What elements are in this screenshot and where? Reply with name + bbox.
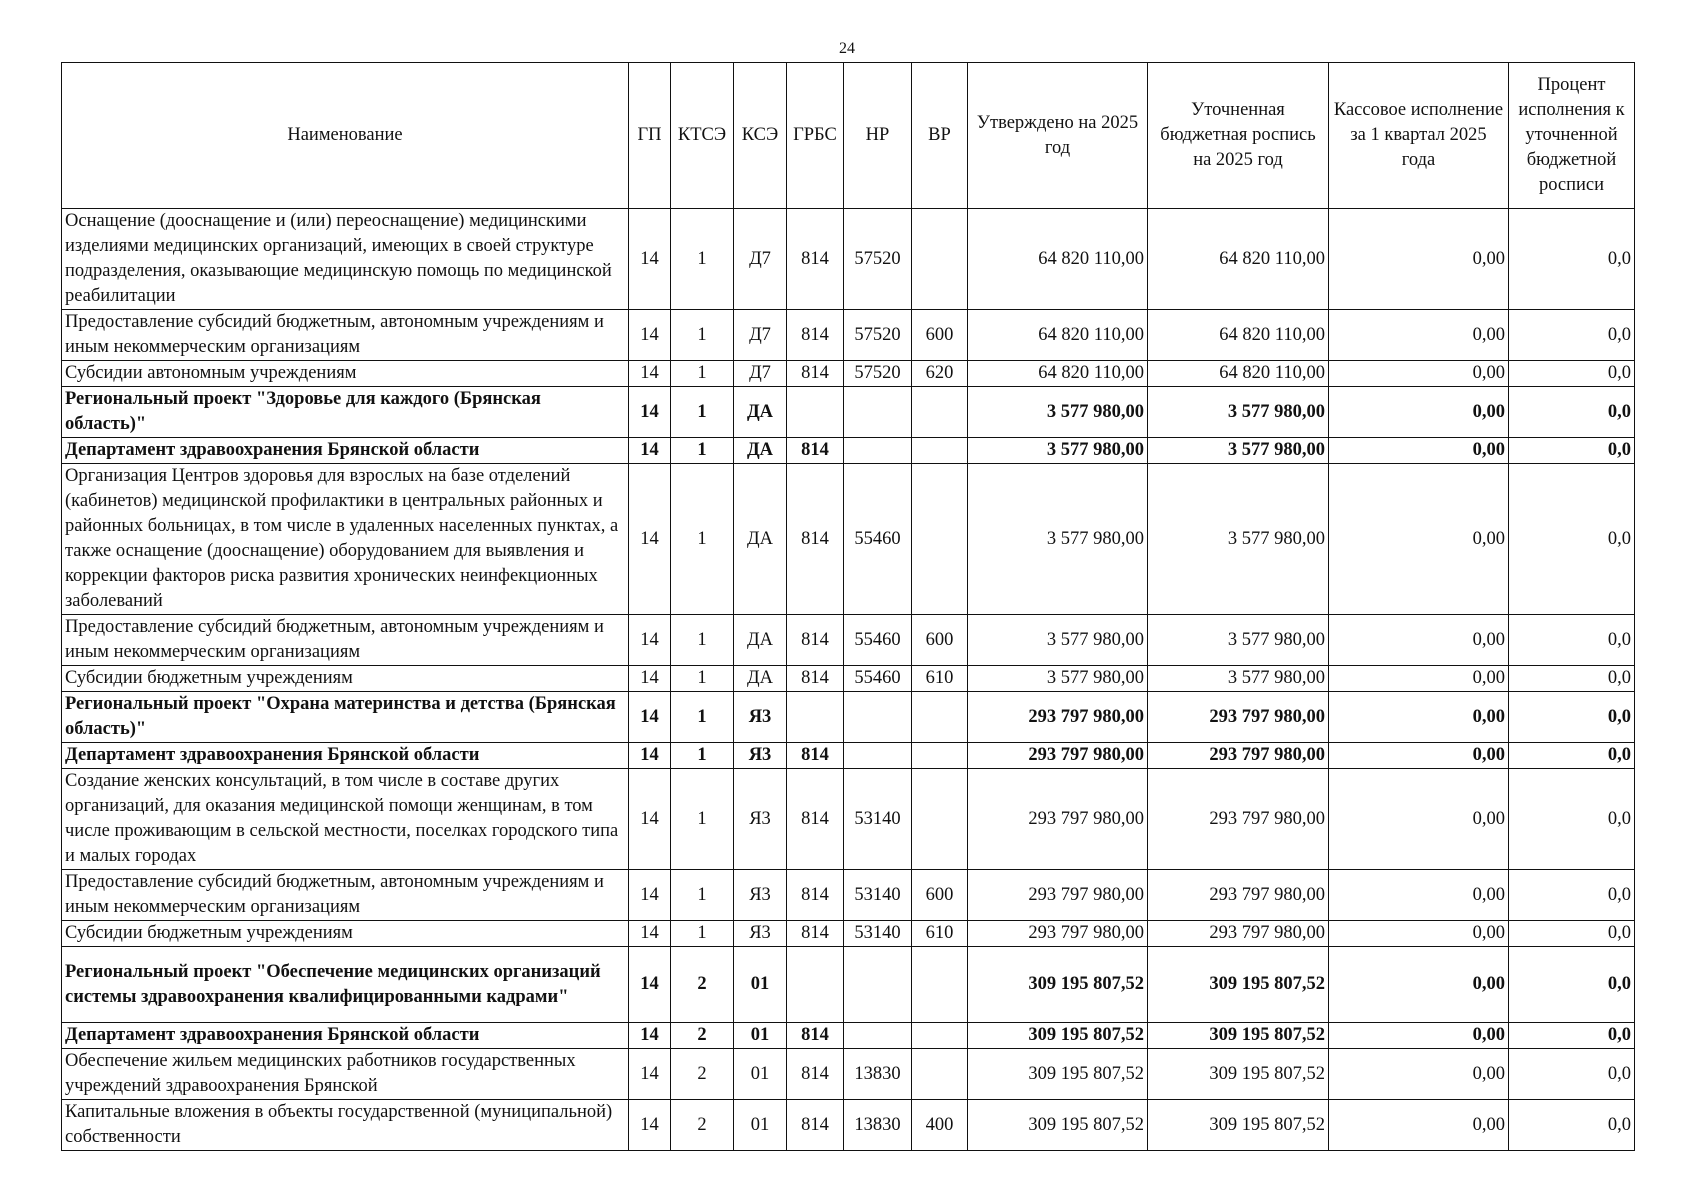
row-cash: 0,00 <box>1329 1100 1509 1151</box>
row-grbs: 814 <box>787 464 844 615</box>
row-approved: 309 195 807,52 <box>968 947 1148 1023</box>
row-approved: 3 577 980,00 <box>968 615 1148 666</box>
row-gp: 14 <box>629 743 671 769</box>
row-grbs: 814 <box>787 438 844 464</box>
row-name: Субсидии бюджетным учреждениям <box>62 921 629 947</box>
row-name: Департамент здравоохранения Брянской области <box>62 1023 629 1049</box>
row-nr: 55460 <box>844 666 912 692</box>
row-gp: 14 <box>629 209 671 310</box>
row-ktse: 1 <box>671 209 734 310</box>
row-percent: 0,0 <box>1509 615 1635 666</box>
row-approved: 309 195 807,52 <box>968 1049 1148 1100</box>
row-percent: 0,0 <box>1509 692 1635 743</box>
row-gp: 14 <box>629 921 671 947</box>
header-percent: Процент исполнения к уточненной бюджетной росписи <box>1509 63 1635 209</box>
row-nr: 13830 <box>844 1049 912 1100</box>
row-gp: 14 <box>629 1049 671 1100</box>
row-approved: 293 797 980,00 <box>968 692 1148 743</box>
row-refined: 309 195 807,52 <box>1148 1100 1329 1151</box>
row-cash: 0,00 <box>1329 769 1509 870</box>
row-nr <box>844 387 912 438</box>
page-number: 24 <box>839 40 855 57</box>
row-nr <box>844 947 912 1023</box>
row-vr: 400 <box>912 1100 968 1151</box>
row-name: Капитальные вложения в объекты государственной (муниципальной) собственности <box>62 1100 629 1151</box>
row-gp: 14 <box>629 870 671 921</box>
header-refined: Уточненная бюджетная роспись на 2025 год <box>1148 63 1329 209</box>
row-cash: 0,00 <box>1329 438 1509 464</box>
row-kse: ДА <box>734 666 787 692</box>
table-header-row <box>62 63 1635 209</box>
row-ktse: 1 <box>671 870 734 921</box>
table-row <box>62 921 1635 947</box>
table-row <box>62 310 1635 361</box>
row-cash: 0,00 <box>1329 615 1509 666</box>
table-row <box>62 615 1635 666</box>
row-refined: 64 820 110,00 <box>1148 361 1329 387</box>
row-approved: 3 577 980,00 <box>968 387 1148 438</box>
row-grbs <box>787 387 844 438</box>
row-grbs: 814 <box>787 615 844 666</box>
budget-table <box>61 62 1635 1151</box>
row-refined: 64 820 110,00 <box>1148 310 1329 361</box>
row-approved: 309 195 807,52 <box>968 1100 1148 1151</box>
row-nr: 53140 <box>844 870 912 921</box>
row-kse: Д7 <box>734 310 787 361</box>
row-grbs: 814 <box>787 1100 844 1151</box>
header-gp: ГП <box>629 63 671 209</box>
row-vr <box>912 1023 968 1049</box>
row-kse: ДА <box>734 615 787 666</box>
row-cash: 0,00 <box>1329 870 1509 921</box>
header-grbs: ГРБС <box>787 63 844 209</box>
row-grbs: 814 <box>787 1049 844 1100</box>
row-ktse: 2 <box>671 1023 734 1049</box>
row-vr <box>912 438 968 464</box>
row-refined: 3 577 980,00 <box>1148 387 1329 438</box>
row-vr: 600 <box>912 870 968 921</box>
row-vr <box>912 947 968 1023</box>
row-vr: 600 <box>912 615 968 666</box>
row-percent: 0,0 <box>1509 1023 1635 1049</box>
row-kse: Я3 <box>734 692 787 743</box>
row-cash: 0,00 <box>1329 666 1509 692</box>
row-vr: 610 <box>912 666 968 692</box>
table-row <box>62 1100 1635 1151</box>
row-percent: 0,0 <box>1509 947 1635 1023</box>
row-name: Департамент здравоохранения Брянской области <box>62 438 629 464</box>
row-kse: 01 <box>734 947 787 1023</box>
row-percent: 0,0 <box>1509 666 1635 692</box>
row-vr <box>912 1049 968 1100</box>
row-nr: 53140 <box>844 769 912 870</box>
row-percent: 0,0 <box>1509 870 1635 921</box>
row-ktse: 1 <box>671 310 734 361</box>
row-vr: 610 <box>912 921 968 947</box>
row-grbs: 814 <box>787 1023 844 1049</box>
table-row <box>62 387 1635 438</box>
row-ktse: 1 <box>671 387 734 438</box>
row-vr <box>912 692 968 743</box>
row-name: Субсидии автономным учреждениям <box>62 361 629 387</box>
row-ktse: 1 <box>671 743 734 769</box>
row-cash: 0,00 <box>1329 1023 1509 1049</box>
row-kse: Я3 <box>734 769 787 870</box>
row-nr: 55460 <box>844 464 912 615</box>
row-refined: 293 797 980,00 <box>1148 870 1329 921</box>
row-gp: 14 <box>629 692 671 743</box>
row-refined: 64 820 110,00 <box>1148 209 1329 310</box>
row-vr <box>912 209 968 310</box>
table-row <box>62 438 1635 464</box>
row-grbs: 814 <box>787 310 844 361</box>
row-name: Региональный проект "Охрана материнства и детства (Брянская область)" <box>62 692 629 743</box>
row-refined: 293 797 980,00 <box>1148 921 1329 947</box>
header-nr: НР <box>844 63 912 209</box>
row-gp: 14 <box>629 438 671 464</box>
row-grbs: 814 <box>787 361 844 387</box>
row-gp: 14 <box>629 1100 671 1151</box>
row-refined: 309 195 807,52 <box>1148 1049 1329 1100</box>
row-percent: 0,0 <box>1509 1049 1635 1100</box>
row-kse: 01 <box>734 1100 787 1151</box>
row-vr <box>912 769 968 870</box>
row-cash: 0,00 <box>1329 921 1509 947</box>
header-name: Наименование <box>62 63 629 209</box>
row-gp: 14 <box>629 310 671 361</box>
row-grbs: 814 <box>787 870 844 921</box>
row-nr <box>844 692 912 743</box>
row-name: Региональный проект "Обеспечение медицинских организаций системы здравоохранения квалифицированными кадрами" <box>62 947 629 1023</box>
row-cash: 0,00 <box>1329 743 1509 769</box>
row-grbs: 814 <box>787 769 844 870</box>
row-percent: 0,0 <box>1509 209 1635 310</box>
row-kse: Я3 <box>734 743 787 769</box>
row-nr <box>844 743 912 769</box>
row-gp: 14 <box>629 464 671 615</box>
row-ktse: 1 <box>671 464 734 615</box>
header-ktse: КТСЭ <box>671 63 734 209</box>
table-row <box>62 743 1635 769</box>
row-approved: 293 797 980,00 <box>968 870 1148 921</box>
row-percent: 0,0 <box>1509 921 1635 947</box>
row-cash: 0,00 <box>1329 310 1509 361</box>
row-ktse: 1 <box>671 769 734 870</box>
row-ktse: 1 <box>671 615 734 666</box>
row-name: Предоставление субсидий бюджетным, автономным учреждениям и иным некоммерческим организациям <box>62 310 629 361</box>
row-name: Создание женских консультаций, в том числе в составе других организаций, для оказания медицинской помощи женщинам, в том числе проживающим в сельской местности, поселках городского типа и малых городах <box>62 769 629 870</box>
row-name: Субсидии бюджетным учреждениям <box>62 666 629 692</box>
row-gp: 14 <box>629 1023 671 1049</box>
row-refined: 3 577 980,00 <box>1148 438 1329 464</box>
row-percent: 0,0 <box>1509 438 1635 464</box>
row-grbs: 814 <box>787 209 844 310</box>
row-percent: 0,0 <box>1509 387 1635 438</box>
row-vr: 620 <box>912 361 968 387</box>
row-approved: 64 820 110,00 <box>968 361 1148 387</box>
row-nr <box>844 438 912 464</box>
row-nr: 57520 <box>844 209 912 310</box>
table-row <box>62 947 1635 1023</box>
row-nr: 13830 <box>844 1100 912 1151</box>
table-row <box>62 666 1635 692</box>
row-cash: 0,00 <box>1329 209 1509 310</box>
row-approved: 309 195 807,52 <box>968 1023 1148 1049</box>
row-nr <box>844 1023 912 1049</box>
row-grbs <box>787 692 844 743</box>
row-nr: 53140 <box>844 921 912 947</box>
row-approved: 293 797 980,00 <box>968 769 1148 870</box>
row-kse: 01 <box>734 1049 787 1100</box>
row-kse: Я3 <box>734 921 787 947</box>
row-kse: 01 <box>734 1023 787 1049</box>
row-gp: 14 <box>629 947 671 1023</box>
row-vr: 600 <box>912 310 968 361</box>
row-kse: ДА <box>734 464 787 615</box>
row-grbs: 814 <box>787 666 844 692</box>
table-row <box>62 464 1635 615</box>
row-name: Обеспечение жильем медицинских работников государственных учреждений здравоохранения Брянской <box>62 1049 629 1100</box>
row-name: Оснащение (дооснащение и (или) переоснащение) медицинскими изделиями медицинских организаций, имеющих в своей структуре подразделения, оказывающие медицинскую помощь по медицинской реабилитации <box>62 209 629 310</box>
row-grbs: 814 <box>787 921 844 947</box>
row-ktse: 2 <box>671 1049 734 1100</box>
row-ktse: 1 <box>671 666 734 692</box>
table-row <box>62 1023 1635 1049</box>
row-ktse: 1 <box>671 921 734 947</box>
row-cash: 0,00 <box>1329 387 1509 438</box>
row-refined: 293 797 980,00 <box>1148 743 1329 769</box>
row-ktse: 1 <box>671 438 734 464</box>
header-approved: Утверждено на 2025 год <box>968 63 1148 209</box>
row-kse: ДА <box>734 387 787 438</box>
header-cash: Кассовое исполнение за 1 квартал 2025 года <box>1329 63 1509 209</box>
table-row <box>62 1049 1635 1100</box>
row-ktse: 1 <box>671 361 734 387</box>
row-refined: 293 797 980,00 <box>1148 692 1329 743</box>
row-gp: 14 <box>629 769 671 870</box>
row-percent: 0,0 <box>1509 1100 1635 1151</box>
row-approved: 64 820 110,00 <box>968 310 1148 361</box>
row-grbs: 814 <box>787 743 844 769</box>
row-refined: 3 577 980,00 <box>1148 615 1329 666</box>
row-gp: 14 <box>629 361 671 387</box>
table-row <box>62 870 1635 921</box>
row-kse: ДА <box>734 438 787 464</box>
row-refined: 309 195 807,52 <box>1148 947 1329 1023</box>
row-kse: Д7 <box>734 209 787 310</box>
header-vr: ВР <box>912 63 968 209</box>
row-percent: 0,0 <box>1509 743 1635 769</box>
table-row <box>62 769 1635 870</box>
row-name: Департамент здравоохранения Брянской области <box>62 743 629 769</box>
row-kse: Я3 <box>734 870 787 921</box>
row-gp: 14 <box>629 387 671 438</box>
row-refined: 3 577 980,00 <box>1148 464 1329 615</box>
row-vr <box>912 464 968 615</box>
row-name: Организация Центров здоровья для взрослых на базе отделений (кабинетов) медицинской профилактики в центральных районных и районных больницах, в том числе в удаленных населенных пунктах, а также оснащение (дооснащение) оборудованием для выявления и коррекции факторов риска развития хронических неинфекционных заболеваний <box>62 464 629 615</box>
row-cash: 0,00 <box>1329 1049 1509 1100</box>
row-ktse: 1 <box>671 692 734 743</box>
row-nr: 57520 <box>844 361 912 387</box>
row-percent: 0,0 <box>1509 769 1635 870</box>
row-vr <box>912 387 968 438</box>
row-nr: 55460 <box>844 615 912 666</box>
row-cash: 0,00 <box>1329 464 1509 615</box>
row-cash: 0,00 <box>1329 361 1509 387</box>
row-approved: 3 577 980,00 <box>968 666 1148 692</box>
row-cash: 0,00 <box>1329 947 1509 1023</box>
row-refined: 309 195 807,52 <box>1148 1023 1329 1049</box>
row-kse: Д7 <box>734 361 787 387</box>
row-grbs <box>787 947 844 1023</box>
row-name: Предоставление субсидий бюджетным, автономным учреждениям и иным некоммерческим организациям <box>62 870 629 921</box>
row-name: Предоставление субсидий бюджетным, автономным учреждениям и иным некоммерческим организациям <box>62 615 629 666</box>
table-row <box>62 209 1635 310</box>
row-ktse: 2 <box>671 1100 734 1151</box>
row-gp: 14 <box>629 615 671 666</box>
row-refined: 293 797 980,00 <box>1148 769 1329 870</box>
row-nr: 57520 <box>844 310 912 361</box>
row-gp: 14 <box>629 666 671 692</box>
row-approved: 64 820 110,00 <box>968 209 1148 310</box>
table-row <box>62 361 1635 387</box>
header-kse: КСЭ <box>734 63 787 209</box>
row-percent: 0,0 <box>1509 464 1635 615</box>
row-approved: 3 577 980,00 <box>968 438 1148 464</box>
row-name: Региональный проект "Здоровье для каждого (Брянская область)" <box>62 387 629 438</box>
row-percent: 0,0 <box>1509 310 1635 361</box>
row-ktse: 2 <box>671 947 734 1023</box>
table-row <box>62 692 1635 743</box>
row-percent: 0,0 <box>1509 361 1635 387</box>
row-approved: 293 797 980,00 <box>968 921 1148 947</box>
row-vr <box>912 743 968 769</box>
row-refined: 3 577 980,00 <box>1148 666 1329 692</box>
row-approved: 3 577 980,00 <box>968 464 1148 615</box>
row-approved: 293 797 980,00 <box>968 743 1148 769</box>
row-cash: 0,00 <box>1329 692 1509 743</box>
